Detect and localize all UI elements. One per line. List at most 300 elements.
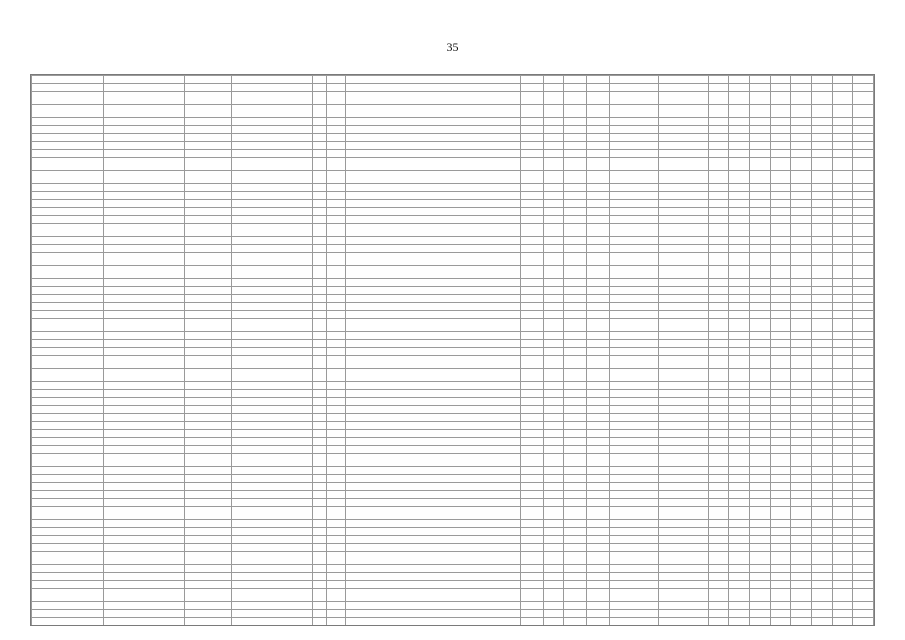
table-cell — [32, 446, 104, 454]
table-cell — [564, 602, 587, 610]
table-cell — [729, 406, 750, 414]
table-cell — [587, 279, 610, 287]
table-cell — [32, 126, 104, 134]
table-row — [32, 311, 874, 319]
table-cell — [791, 245, 812, 253]
table-cell — [811, 589, 832, 602]
table-cell — [327, 245, 346, 253]
table-cell — [104, 295, 184, 303]
table-cell — [521, 382, 544, 390]
table-cell — [659, 150, 709, 158]
table-cell — [708, 287, 729, 295]
table-cell — [587, 430, 610, 438]
table-cell — [104, 134, 184, 142]
table-cell — [853, 406, 874, 414]
table-cell — [345, 467, 520, 475]
table-cell — [770, 266, 791, 279]
table-cell — [770, 200, 791, 208]
table-cell — [811, 369, 832, 382]
table-cell — [587, 422, 610, 430]
table-cell — [853, 319, 874, 332]
table-cell — [345, 565, 520, 573]
table-cell — [659, 224, 709, 237]
table-cell — [587, 475, 610, 483]
table-cell — [312, 446, 326, 454]
table-cell — [750, 565, 771, 573]
table-cell — [750, 536, 771, 544]
table-cell — [587, 610, 610, 618]
table-cell — [791, 84, 812, 92]
table-cell — [327, 142, 346, 150]
table-cell — [564, 565, 587, 573]
table-cell — [232, 528, 312, 536]
table-cell — [729, 216, 750, 224]
table-cell — [853, 581, 874, 589]
table-cell — [312, 528, 326, 536]
table-cell — [750, 279, 771, 287]
table-cell — [811, 84, 832, 92]
table-cell — [543, 422, 564, 430]
table-cell — [609, 552, 659, 565]
table-cell — [521, 589, 544, 602]
table-cell — [708, 266, 729, 279]
table-cell — [832, 565, 853, 573]
table-cell — [708, 565, 729, 573]
table-cell — [32, 536, 104, 544]
table-cell — [708, 311, 729, 319]
table-cell — [811, 311, 832, 319]
table-cell — [184, 200, 231, 208]
table-cell — [729, 245, 750, 253]
table-row — [32, 150, 874, 158]
table-cell — [770, 340, 791, 348]
table-cell — [327, 610, 346, 618]
table-cell — [312, 483, 326, 491]
table-cell — [770, 171, 791, 184]
table-cell — [811, 422, 832, 430]
table-cell — [32, 319, 104, 332]
table-cell — [750, 454, 771, 467]
table-cell — [327, 382, 346, 390]
table-cell — [521, 573, 544, 581]
table-cell — [659, 475, 709, 483]
table-cell — [232, 142, 312, 150]
table-cell — [609, 390, 659, 398]
table-cell — [811, 528, 832, 536]
table-cell — [832, 237, 853, 245]
table-cell — [345, 311, 520, 319]
table-cell — [184, 390, 231, 398]
table-cell — [564, 467, 587, 475]
table-row — [32, 430, 874, 438]
table-cell — [184, 192, 231, 200]
table-cell — [791, 118, 812, 126]
table-cell — [32, 589, 104, 602]
table-cell — [853, 200, 874, 208]
table-cell — [587, 438, 610, 446]
table-cell — [184, 150, 231, 158]
table-cell — [232, 105, 312, 118]
table-cell — [104, 581, 184, 589]
table-cell — [543, 414, 564, 422]
table-cell — [609, 237, 659, 245]
table-cell — [345, 398, 520, 406]
table-cell — [564, 398, 587, 406]
table-cell — [750, 390, 771, 398]
table-cell — [770, 184, 791, 192]
table-cell — [564, 105, 587, 118]
table-cell — [521, 311, 544, 319]
table-cell — [853, 295, 874, 303]
table-cell — [521, 520, 544, 528]
table-cell — [832, 171, 853, 184]
table-cell — [791, 237, 812, 245]
table-cell — [564, 446, 587, 454]
table-cell — [345, 118, 520, 126]
table-cell — [832, 134, 853, 142]
table-cell — [564, 589, 587, 602]
table-cell — [791, 332, 812, 340]
table-cell — [853, 544, 874, 552]
table-cell — [750, 356, 771, 369]
table-cell — [32, 76, 104, 84]
table-cell — [327, 528, 346, 536]
table-cell — [729, 224, 750, 237]
table-cell — [832, 499, 853, 507]
table-cell — [184, 565, 231, 573]
table-row — [32, 348, 874, 356]
table-cell — [770, 626, 791, 627]
table-cell — [708, 105, 729, 118]
table-cell — [32, 266, 104, 279]
table-cell — [609, 295, 659, 303]
table-cell — [32, 483, 104, 491]
table-cell — [104, 340, 184, 348]
table-cell — [543, 406, 564, 414]
table-cell — [104, 528, 184, 536]
table-cell — [345, 245, 520, 253]
table-cell — [811, 319, 832, 332]
table-cell — [345, 499, 520, 507]
table-cell — [104, 422, 184, 430]
table-cell — [327, 430, 346, 438]
table-cell — [587, 134, 610, 142]
table-cell — [521, 142, 544, 150]
table-cell — [32, 454, 104, 467]
table-cell — [543, 483, 564, 491]
table-cell — [564, 499, 587, 507]
table-cell — [770, 134, 791, 142]
table-cell — [312, 520, 326, 528]
table-cell — [832, 446, 853, 454]
table-row — [32, 467, 874, 475]
table-cell — [729, 618, 750, 626]
table-cell — [312, 467, 326, 475]
table-cell — [770, 295, 791, 303]
table-cell — [184, 446, 231, 454]
table-cell — [659, 134, 709, 142]
table-cell — [543, 184, 564, 192]
table-cell — [587, 398, 610, 406]
table-row — [32, 158, 874, 171]
table-cell — [345, 184, 520, 192]
table-cell — [811, 382, 832, 390]
table-cell — [811, 237, 832, 245]
table-cell — [708, 237, 729, 245]
table-cell — [708, 369, 729, 382]
table-cell — [564, 382, 587, 390]
table-cell — [587, 390, 610, 398]
table-cell — [564, 279, 587, 287]
table-cell — [587, 491, 610, 499]
table-cell — [312, 208, 326, 216]
table-cell — [750, 499, 771, 507]
table-cell — [708, 84, 729, 92]
table-cell — [521, 184, 544, 192]
table-cell — [750, 76, 771, 84]
table-cell — [791, 126, 812, 134]
table-cell — [104, 92, 184, 105]
table-cell — [564, 245, 587, 253]
table-cell — [659, 279, 709, 287]
table-cell — [659, 319, 709, 332]
table-cell — [521, 348, 544, 356]
table-cell — [184, 398, 231, 406]
table-cell — [521, 398, 544, 406]
table-cell — [609, 356, 659, 369]
table-cell — [587, 499, 610, 507]
table-cell — [104, 216, 184, 224]
table-cell — [750, 467, 771, 475]
table-cell — [312, 332, 326, 340]
table-cell — [521, 340, 544, 348]
table-cell — [750, 287, 771, 295]
table-cell — [770, 76, 791, 84]
table-cell — [104, 142, 184, 150]
table-cell — [564, 491, 587, 499]
table-cell — [659, 208, 709, 216]
table-cell — [104, 266, 184, 279]
table-cell — [184, 520, 231, 528]
table-cell — [564, 422, 587, 430]
table-cell — [232, 150, 312, 158]
table-cell — [659, 84, 709, 92]
table-cell — [232, 430, 312, 438]
table-cell — [521, 467, 544, 475]
table-cell — [184, 348, 231, 356]
table-cell — [232, 266, 312, 279]
table-cell — [312, 237, 326, 245]
table-cell — [659, 414, 709, 422]
table-cell — [729, 610, 750, 618]
table-cell — [521, 92, 544, 105]
table-cell — [312, 171, 326, 184]
table-cell — [104, 552, 184, 565]
table-cell — [659, 438, 709, 446]
table-cell — [521, 245, 544, 253]
table-cell — [184, 134, 231, 142]
table-cell — [750, 118, 771, 126]
table-cell — [184, 499, 231, 507]
table-cell — [327, 626, 346, 627]
table-cell — [232, 158, 312, 171]
table-cell — [104, 76, 184, 84]
table-cell — [543, 253, 564, 266]
table-cell — [791, 224, 812, 237]
table-cell — [587, 319, 610, 332]
table-cell — [708, 398, 729, 406]
table-cell — [345, 348, 520, 356]
table-cell — [312, 224, 326, 237]
table-cell — [791, 208, 812, 216]
table-cell — [521, 491, 544, 499]
table-cell — [729, 491, 750, 499]
table-cell — [729, 237, 750, 245]
table-cell — [564, 184, 587, 192]
table-cell — [659, 581, 709, 589]
table-cell — [345, 390, 520, 398]
table-cell — [521, 499, 544, 507]
table-cell — [543, 467, 564, 475]
table-cell — [587, 253, 610, 266]
table-cell — [564, 454, 587, 467]
table-cell — [609, 446, 659, 454]
table-cell — [609, 105, 659, 118]
table-cell — [345, 105, 520, 118]
table-cell — [811, 430, 832, 438]
table-cell — [32, 92, 104, 105]
table-cell — [853, 382, 874, 390]
table-cell — [104, 171, 184, 184]
table-cell — [729, 626, 750, 627]
table-cell — [521, 602, 544, 610]
table-cell — [32, 208, 104, 216]
table-cell — [791, 253, 812, 266]
table-cell — [312, 200, 326, 208]
table-cell — [312, 348, 326, 356]
table-cell — [659, 528, 709, 536]
table-cell — [770, 610, 791, 618]
table-cell — [811, 414, 832, 422]
table-cell — [587, 552, 610, 565]
table-cell — [770, 348, 791, 356]
table-cell — [543, 118, 564, 126]
table-cell — [312, 499, 326, 507]
table-cell — [659, 454, 709, 467]
table-cell — [791, 382, 812, 390]
table-cell — [543, 610, 564, 618]
table-cell — [32, 602, 104, 610]
table-cell — [609, 319, 659, 332]
table-cell — [609, 126, 659, 134]
table-cell — [345, 216, 520, 224]
table-row — [32, 507, 874, 520]
table-cell — [564, 332, 587, 340]
table-cell — [791, 475, 812, 483]
table-cell — [770, 565, 791, 573]
table-cell — [543, 430, 564, 438]
table-cell — [770, 536, 791, 544]
table-row — [32, 126, 874, 134]
table-cell — [770, 430, 791, 438]
table-cell — [184, 311, 231, 319]
table-cell — [232, 467, 312, 475]
table-cell — [104, 467, 184, 475]
table-cell — [521, 118, 544, 126]
table-cell — [521, 454, 544, 467]
table-row — [32, 118, 874, 126]
table-cell — [564, 118, 587, 126]
table-cell — [521, 536, 544, 544]
table-cell — [708, 76, 729, 84]
table-cell — [587, 171, 610, 184]
table-cell — [811, 340, 832, 348]
table-cell — [832, 245, 853, 253]
table-cell — [832, 184, 853, 192]
table-cell — [543, 507, 564, 520]
table-cell — [832, 454, 853, 467]
table-cell — [811, 507, 832, 520]
table-cell — [32, 406, 104, 414]
table-cell — [543, 224, 564, 237]
table-cell — [232, 319, 312, 332]
table-cell — [327, 192, 346, 200]
table-row — [32, 105, 874, 118]
table-cell — [104, 573, 184, 581]
table-cell — [564, 430, 587, 438]
table-cell — [587, 192, 610, 200]
table-cell — [184, 84, 231, 92]
table-cell — [659, 200, 709, 208]
table-cell — [832, 319, 853, 332]
table-cell — [327, 499, 346, 507]
table-cell — [232, 552, 312, 565]
table-cell — [811, 279, 832, 287]
table-cell — [659, 573, 709, 581]
table-cell — [609, 454, 659, 467]
table-cell — [564, 390, 587, 398]
table-cell — [853, 414, 874, 422]
table-cell — [708, 536, 729, 544]
table-cell — [609, 216, 659, 224]
table-cell — [232, 208, 312, 216]
table-row — [32, 589, 874, 602]
table-cell — [659, 369, 709, 382]
table-cell — [232, 454, 312, 467]
table-cell — [587, 589, 610, 602]
table-cell — [770, 475, 791, 483]
table-cell — [708, 319, 729, 332]
table-cell — [232, 406, 312, 414]
table-cell — [811, 287, 832, 295]
table-cell — [564, 536, 587, 544]
table-cell — [832, 287, 853, 295]
table-cell — [104, 446, 184, 454]
table-cell — [32, 216, 104, 224]
table-cell — [770, 303, 791, 311]
table-cell — [770, 118, 791, 126]
table-cell — [832, 438, 853, 446]
table-cell — [104, 356, 184, 369]
table-cell — [104, 332, 184, 340]
table-cell — [750, 483, 771, 491]
table-cell — [327, 134, 346, 142]
table-cell — [345, 126, 520, 134]
table-cell — [32, 499, 104, 507]
table-cell — [811, 150, 832, 158]
table-cell — [521, 475, 544, 483]
table-cell — [609, 536, 659, 544]
